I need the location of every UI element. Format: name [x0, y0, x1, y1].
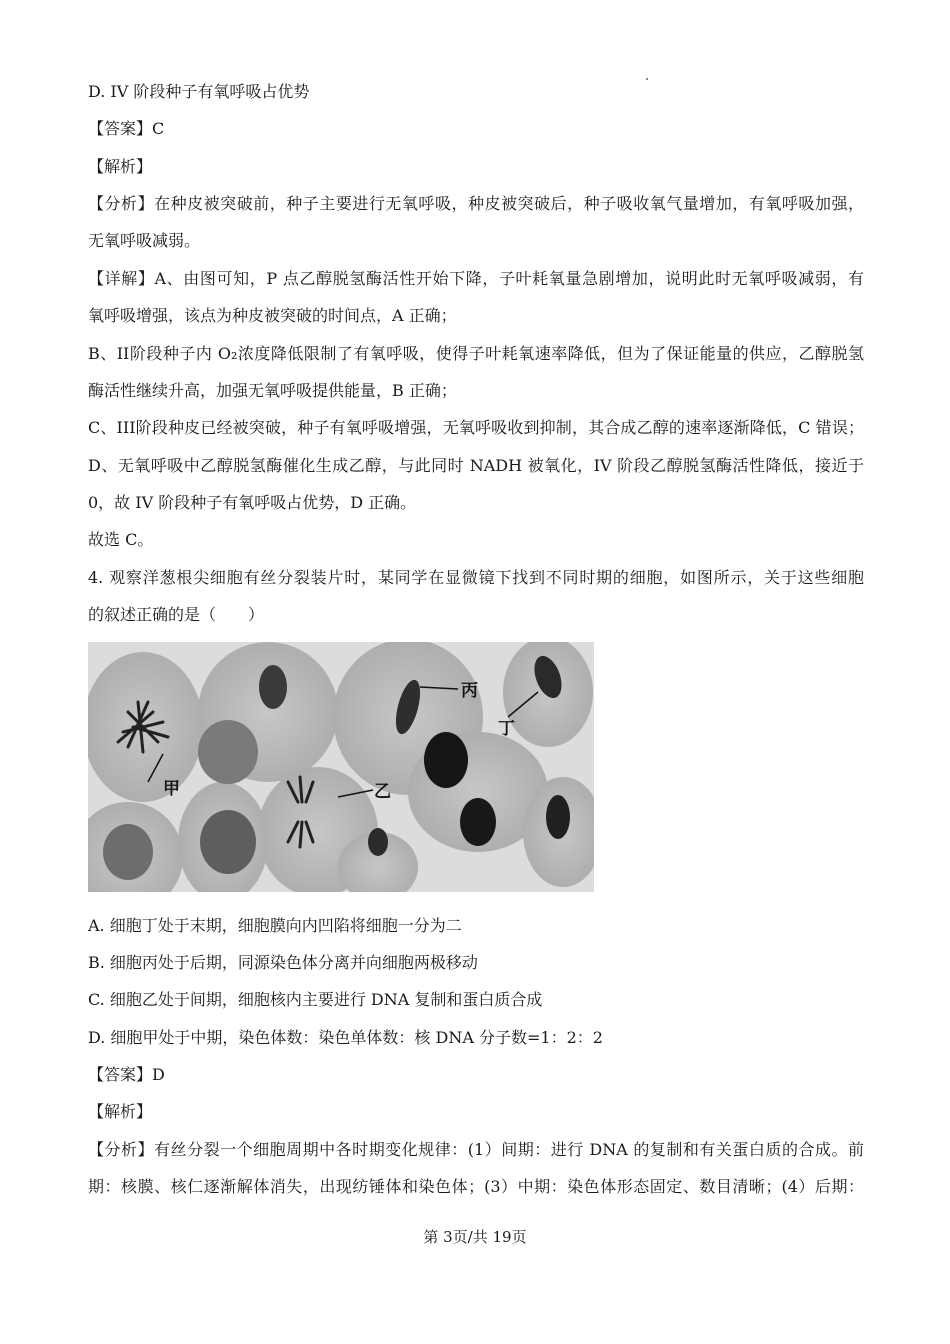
analysis-text-line-1: 【分析】在种皮被突破前，种子主要进行无氧呼吸，种皮被突破后，种子吸收氧气量增加，有氧呼吸加强，: [88, 194, 864, 213]
detail-a-line-1: 【详解】A、由图可知，P 点乙醇脱氢酶活性开始下降，子叶耗氧量急剧增加，说明此时无氧呼吸减弱，有: [88, 269, 864, 288]
option-d-prev: D. IV 阶段种子有氧呼吸占优势: [88, 82, 310, 101]
nucleus-bottom-center: [368, 828, 388, 856]
label-jia: 甲: [163, 779, 180, 799]
microscope-figure: [88, 642, 594, 892]
answer-label-prev: 【答案】C: [88, 119, 165, 138]
page-footer: 第 3页/共 19页: [423, 1228, 527, 1246]
label-yi: 乙: [374, 782, 391, 802]
nucleus-bottom-right: [546, 795, 570, 839]
stray-dot: [646, 78, 648, 80]
option-c: C. 细胞乙处于间期，细胞核内主要进行 DNA 复制和蛋白质合成: [88, 990, 543, 1009]
label-ding: 丁: [498, 719, 515, 739]
option-b: B. 细胞丙处于后期，同源染色体分离并向细胞两极移动: [88, 953, 478, 972]
nucleus-top-middle: [259, 665, 287, 709]
nucleus-right: [424, 732, 468, 788]
nucleus-bottom-mid-left: [200, 810, 256, 874]
question-4-line-2: 的叙述正确的是（ ）: [88, 605, 265, 624]
answer-label: 【答案】D: [88, 1065, 165, 1084]
nucleus-bottom-left: [103, 824, 153, 880]
detail-b-line-1: B、II阶段种子内 O₂浓度降低限制了有氧呼吸，使得子叶耗氧速率降低，但为了保证能量的供应，乙醇脱氢: [88, 344, 864, 363]
nucleus-right-middle: [460, 798, 496, 846]
detail-b-line-2: 酶活性继续升高，加强无氧呼吸提供能量，B 正确；: [88, 381, 457, 400]
analysis-line-1: 【分析】有丝分裂一个细胞周期中各时期变化规律：(1）间期：进行 DNA 的复制和有关蛋白质的合成。前: [88, 1140, 864, 1159]
analysis-text-line-2: 无氧呼吸减弱。: [88, 231, 201, 250]
analysis-heading-prev: 【解析】: [88, 157, 153, 176]
nucleus-jia-neighbor: [198, 720, 258, 784]
analysis-heading: 【解析】: [88, 1102, 153, 1121]
option-d: D. 细胞甲处于中期，染色体数：染色单体数：核 DNA 分子数=1：2：2: [88, 1028, 603, 1047]
detail-c-line: C、III阶段种皮已经被突破，种子有氧呼吸增强，无氧呼吸收到抑制，其合成乙醇的速率逐渐降低，C 错误；: [88, 418, 864, 437]
option-a: A. 细胞丁处于末期，细胞膜向内凹陷将细胞一分为二: [88, 916, 462, 935]
label-bing: 丙: [461, 681, 478, 701]
detail-d-line-2: 0，故 IV 阶段种子有氧呼吸占优势，D 正确。: [88, 493, 417, 512]
conclusion-prev: 故选 C。: [88, 530, 154, 549]
detail-d-line-1: D、无氧呼吸中乙醇脱氢酶催化生成乙醇，与此同时 NADH 被氧化，IV 阶段乙醇脱氢酶活性降低，接近于: [88, 456, 864, 475]
question-4-line-1: 4. 观察洋葱根尖细胞有丝分裂装片时，某同学在显微镜下找到不同时期的细胞，如图所示，关于这些细胞: [88, 568, 864, 587]
detail-a-line-2: 氧呼吸增强，该点为种皮被突破的时间点，A 正确；: [88, 306, 457, 325]
analysis-line-2: 期：核膜、核仁逐渐解体消失，出现纺锤体和染色体；(3）中期：染色体形态固定、数目清晰；(4）后期：: [88, 1177, 864, 1196]
onion-root-cells-image: [88, 642, 594, 892]
